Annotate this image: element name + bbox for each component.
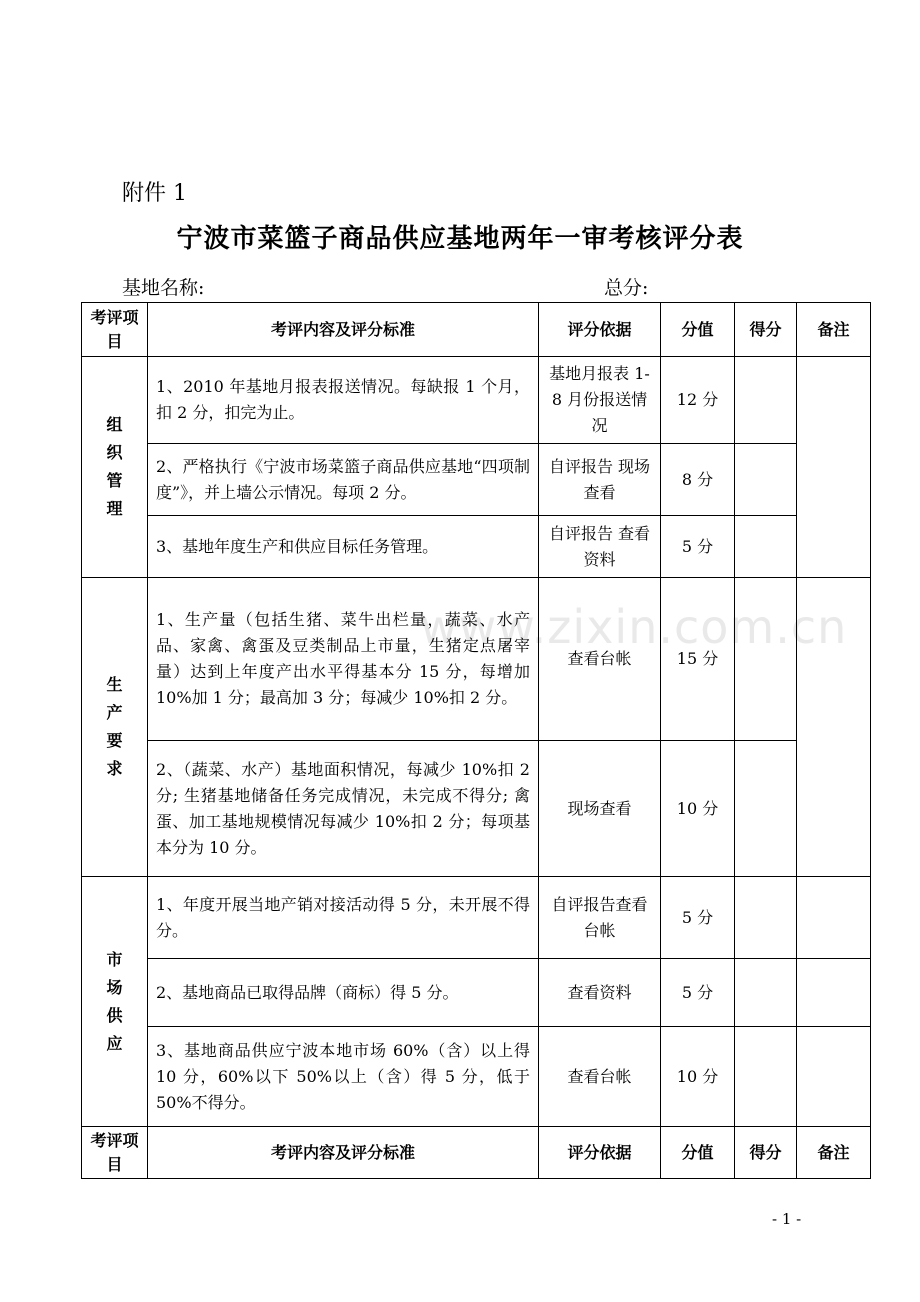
table-row [82,578,871,741]
content-cell: 3、基地商品供应宁波本地市场 60%（含）以上得 10 分，60%以下 50%以上（含）得 5 分，低于 50%不得分。 [148,1027,539,1127]
score-cell: 10 分 [661,741,735,877]
content-cell: 1、年度开展当地产销对接活动得 5 分，未开展不得分。 [148,877,539,959]
score-cell: 5 分 [661,516,735,578]
col-header-category: 考评项目 [82,303,148,357]
basis-cell: 查看台帐 [539,1027,661,1127]
score-cell: 15 分 [661,578,735,741]
score-cell: 8 分 [661,444,735,516]
attachment-label: 附件 1 [122,181,187,206]
basis-cell: 自评报告 现场查看 [539,444,661,516]
got-cell [735,741,797,877]
basis-cell: 查看台帐 [539,578,661,741]
category-cell: 组织管理 [82,357,148,578]
content-cell: 3、基地年度生产和供应目标任务管理。 [148,516,539,578]
got-cell [735,444,797,516]
col-header-score: 分值 [661,303,735,357]
table-row [82,959,871,1027]
table-row [82,1027,871,1127]
note-cell [797,877,871,959]
col-header-note: 备注 [797,1127,871,1179]
note-cell [797,357,871,516]
basis-cell: 自评报告查看台帐 [539,877,661,959]
table-footer-header-row [82,1127,871,1179]
col-header-score: 分值 [661,1127,735,1179]
content-cell: 2、基地商品已取得品牌（商标）得 5 分。 [148,959,539,1027]
col-header-note: 备注 [797,303,871,357]
base-name-label: 基地名称: [122,277,205,299]
note-cell [797,578,871,877]
got-cell [735,1027,797,1127]
col-header-content: 考评内容及评分标准 [148,303,539,357]
table-row [82,444,871,516]
col-header-got: 得分 [735,1127,797,1179]
got-cell [735,516,797,578]
total-score-label: 总分: [604,277,649,299]
basis-cell: 查看资料 [539,959,661,1027]
category-cell: 生产要求 [82,578,148,877]
table-row [82,357,871,444]
basis-cell: 自评报告 查看资料 [539,516,661,578]
note-cell [797,516,871,578]
score-cell: 12 分 [661,357,735,444]
col-header-category: 考评项目 [82,1127,148,1179]
score-cell: 5 分 [661,877,735,959]
col-header-basis: 评分依据 [539,303,661,357]
score-cell: 5 分 [661,959,735,1027]
content-cell: 1、生产量（包括生猪、菜牛出栏量，蔬菜、水产品、家禽、禽蛋及豆类制品上市量，生猪定点屠宰量）达到上年度产出水平得基本分 15 分，每增加 10%加 1 分；最高加 3 分；每减少 10%扣 2 分。 [148,578,539,741]
table-row [82,516,871,578]
col-header-content: 考评内容及评分标准 [148,1127,539,1179]
got-cell [735,959,797,1027]
basis-cell: 基地月报表 1-8 月份报送情况 [539,357,661,444]
col-header-got: 得分 [735,303,797,357]
col-header-basis: 评分依据 [539,1127,661,1179]
category-cell: 市场供应 [82,877,148,1127]
table-header-row [82,303,871,357]
content-cell: 1、2010 年基地月报表报送情况。每缺报 1 个月，扣 2 分，扣完为止。 [148,357,539,444]
watermark: www.zixin.com.cn [420,600,848,654]
note-cell [797,1027,871,1127]
note-cell [797,959,871,1027]
content-cell: 2、严格执行《宁波市场菜篮子商品供应基地“四项制度”》，并上墙公示情况。每项 2 分。 [148,444,539,516]
got-cell [735,357,797,444]
score-cell: 10 分 [661,1027,735,1127]
basis-cell: 现场查看 [539,741,661,877]
scoring-table [81,302,871,1179]
table-row [82,741,871,877]
content-cell: 2、（蔬菜、水产）基地面积情况，每减少 10%扣 2 分; 生猪基地储备任务完成情况，未完成不得分; 禽蛋、加工基地规模情况每减少 10%扣 2 分；每项基本分为 10 分。 [148,741,539,877]
got-cell [735,877,797,959]
page-number: - 1 - [772,1210,802,1228]
page-title: 宁波市菜篮子商品供应基地两年一审考核评分表 [176,224,744,254]
got-cell [735,578,797,741]
table-row [82,877,871,959]
